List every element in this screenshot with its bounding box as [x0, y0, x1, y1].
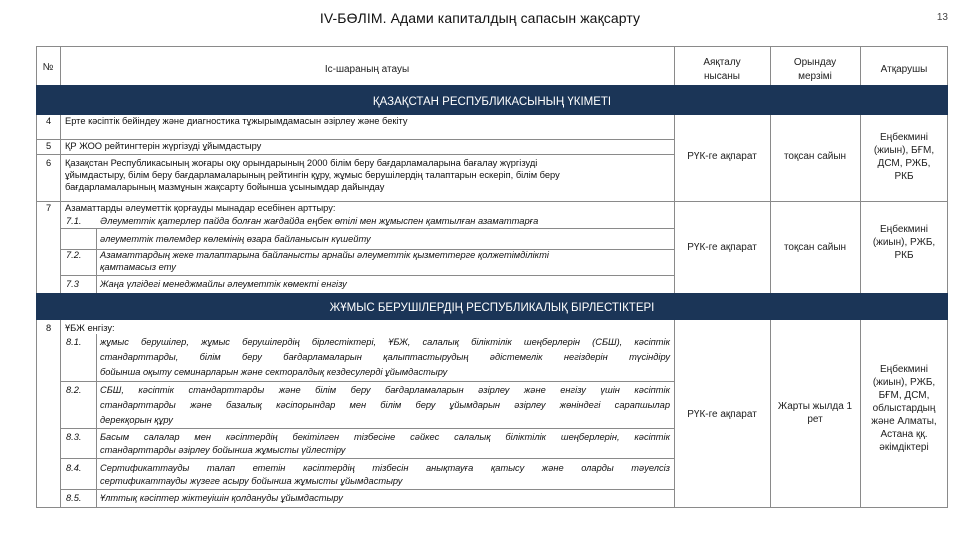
executor-line: РКБ: [894, 250, 914, 261]
section-band-employers: ЖҰМЫС БЕРУШІЛЕРДІҢ РЕСПУБЛИКАЛЫҚ БІРЛЕСТІКТЕРІ: [36, 293, 948, 320]
row-number: 8: [46, 323, 52, 333]
executor-cell: [860, 223, 948, 262]
sub-item-text: Азаматтардың жеке талаптарына байланысты арнайы әлеуметтік қызметтерге қолжетімділікті: [100, 250, 549, 260]
sub-item-number: 8.5.: [66, 493, 82, 503]
sub-item-text: қамтамасыз ету: [100, 262, 176, 272]
sub-item-number: 8.2.: [66, 385, 82, 395]
row-number: 4: [46, 116, 52, 126]
sub-item-text: әлеуметтік төлемдер көлемінің өзара байланысын күшейту: [100, 234, 371, 244]
sub-item-text: стандарттарды, білім беру бағдарламаларын қалыптастырудың әдістемелік негіздерін түсіндіру: [100, 352, 670, 362]
executor-line: ДСМ, РЖБ,: [877, 158, 931, 169]
row-divider: [36, 201, 948, 202]
sub-item-number: 7.1.: [66, 216, 82, 226]
row-divider: [60, 228, 674, 229]
execution-term-line: Жарты жылда 1: [777, 401, 853, 412]
column-header-num: №: [42, 62, 54, 73]
sub-item-text: Әлеуметтік қатерлер пайда болған жағдайда еңбек өтілі мен жұмыспен қамтылған азаматтарға: [100, 216, 539, 226]
sub-item-text: жұмыс берушілер, жұмыс берушілердің бірлестіктері, ҰБЖ, салалық біліктілік шеңберлерін (СБШ), кәсіптік: [100, 337, 670, 347]
sub-item-text: СБШ, кәсіптік стандарттарды және білім беру бағдарламаларын әзірлеу және енгізу үшін кәсіптік: [100, 385, 670, 395]
executor-cell: [860, 131, 948, 183]
executor-line: әкімдіктері: [879, 442, 929, 453]
execution-term: тоқсан сайын: [783, 242, 847, 253]
page-title: IV-БӨЛІМ. Адами капиталдың сапасын жақсарту: [319, 10, 641, 26]
sub-number-divider: [96, 334, 97, 508]
activity-text: ҚР ЖОО рейтингтерін жүргізуді ұйымдастыру: [65, 141, 262, 151]
sub-item-text: Басым салалар мен кәсіптердің бекітілген тізбесіне сәйкес салалық біліктілік шеңберлерін, кәсіптік: [100, 432, 670, 442]
sub-item-text: дерекқорын құру: [100, 415, 173, 425]
sub-item-text: стандарттарды және базалық кәсіпорындар мен білім беру ұйымдарын әзірлеу жөніндегі сарапшылар: [100, 400, 670, 410]
execution-term-line: рет: [807, 414, 823, 425]
column-header-form-line1: Аяқталу: [703, 57, 741, 68]
completion-form: РҮК-ге ақпарат: [687, 151, 757, 162]
sub-item-text: сертификаттауды жүзеге асыру бойынша жұмысты ұйымдастыру: [100, 476, 403, 486]
executor-line: Еңбекмині: [880, 364, 928, 375]
activity-text: бағдарламаларының мазмұнын жақсарту бойынша ұсынымдар дайындау: [65, 182, 385, 192]
sub-number-divider: [96, 228, 97, 293]
sub-item-number: 8.1.: [66, 337, 82, 347]
executor-line: Астана ққ.: [880, 429, 928, 440]
executor-cell: [860, 363, 948, 454]
column-header-term-line1: Орындау: [793, 57, 837, 68]
sub-item-text: Жаңа үлгідегі менеджмайлы әлеуметтік көмекті енгізу: [100, 279, 347, 289]
executor-line: БҒМ, ДСМ,: [878, 390, 930, 401]
row-divider: [60, 489, 674, 490]
activity-text: ҰБЖ енгізу:: [65, 323, 115, 333]
activity-text: Қазақстан Республикасының жоғары оқу орындарының 2000 білім беру бағдарламаларына бағалау жүргізуді: [65, 158, 538, 168]
column-header-form: [674, 56, 770, 84]
sub-item-text: Ұлттық кәсіптер жіктеуішін қолдануды ұйымдастыру: [100, 493, 343, 503]
form-column-divider: [674, 115, 675, 293]
activity-text: Ерте кәсіптік бейіндеу және диагностика тұжырымдамасын әзірлеу және бекіту: [65, 116, 408, 126]
row-divider: [60, 275, 674, 276]
num-column-divider: [60, 320, 61, 508]
sub-item-text: бойынша оқыту семинарларын және секторалдық кездесулерді ұйымдастыру: [100, 367, 448, 377]
row-divider: [36, 139, 674, 140]
executor-line: облыстардың: [872, 403, 936, 414]
execution-term: [770, 400, 860, 426]
page-number: 13: [936, 12, 948, 23]
sub-item-number: 8.4.: [66, 463, 82, 473]
completion-form: РҮК-ге ақпарат: [687, 409, 757, 420]
activity-text: ұйымдастыру, білім беру бағдарламаларының рейтингін құру, жұмыс берушілердің талаптарын ескеріп, білім беру: [65, 170, 560, 180]
execution-term: тоқсан сайын: [783, 151, 847, 162]
executor-line: (жиын), РЖБ,: [872, 237, 936, 248]
sub-item-number: 7.3: [66, 279, 79, 289]
executor-line: және Алматы,: [871, 416, 937, 427]
executor-line: РКБ: [894, 171, 914, 182]
num-column-divider: [60, 115, 61, 293]
row-number: 6: [46, 158, 52, 168]
row-number: 7: [46, 203, 52, 213]
row-divider: [36, 154, 674, 155]
completion-form: РҮК-ге ақпарат: [687, 242, 757, 253]
sub-item-text: Сертификаттауды талап ететін кәсіптердің тізбесін анықтауға қатысу және оларды тәуелсіз: [100, 463, 670, 473]
column-header-activity: Іс-шараның атауы: [324, 64, 410, 75]
column-header-form-line2: нысаны: [704, 71, 740, 82]
section-band-government: ҚАЗАҚСТАН РЕСПУБЛИКАСЫНЫҢ ҮКІМЕТІ: [36, 85, 948, 115]
sub-item-number: 8.3.: [66, 432, 82, 442]
sub-item-text: стандарттарды әзірлеу бойынша жұмысты үйлестіру: [100, 445, 346, 455]
executor-line: (жиын), БҒМ,: [873, 145, 935, 156]
term-column-divider: [770, 115, 771, 293]
column-header-executor: Атқарушы: [880, 64, 928, 75]
column-header-term: [770, 56, 860, 84]
column-header-term-line2: мерзімі: [798, 71, 832, 82]
executor-line: (жиын), РЖБ,: [872, 377, 936, 388]
sub-item-number: 7.2.: [66, 250, 82, 260]
row-divider: [60, 381, 674, 382]
row-number: 5: [46, 141, 52, 151]
executor-line: Еңбекмині: [880, 224, 928, 235]
row-divider: [60, 458, 674, 459]
activity-text: Азаматтарды әлеуметтік қорғауды мынадар есебінен арттыру:: [65, 203, 336, 213]
row-divider: [60, 428, 674, 429]
executor-line: Еңбекмині: [880, 132, 928, 143]
